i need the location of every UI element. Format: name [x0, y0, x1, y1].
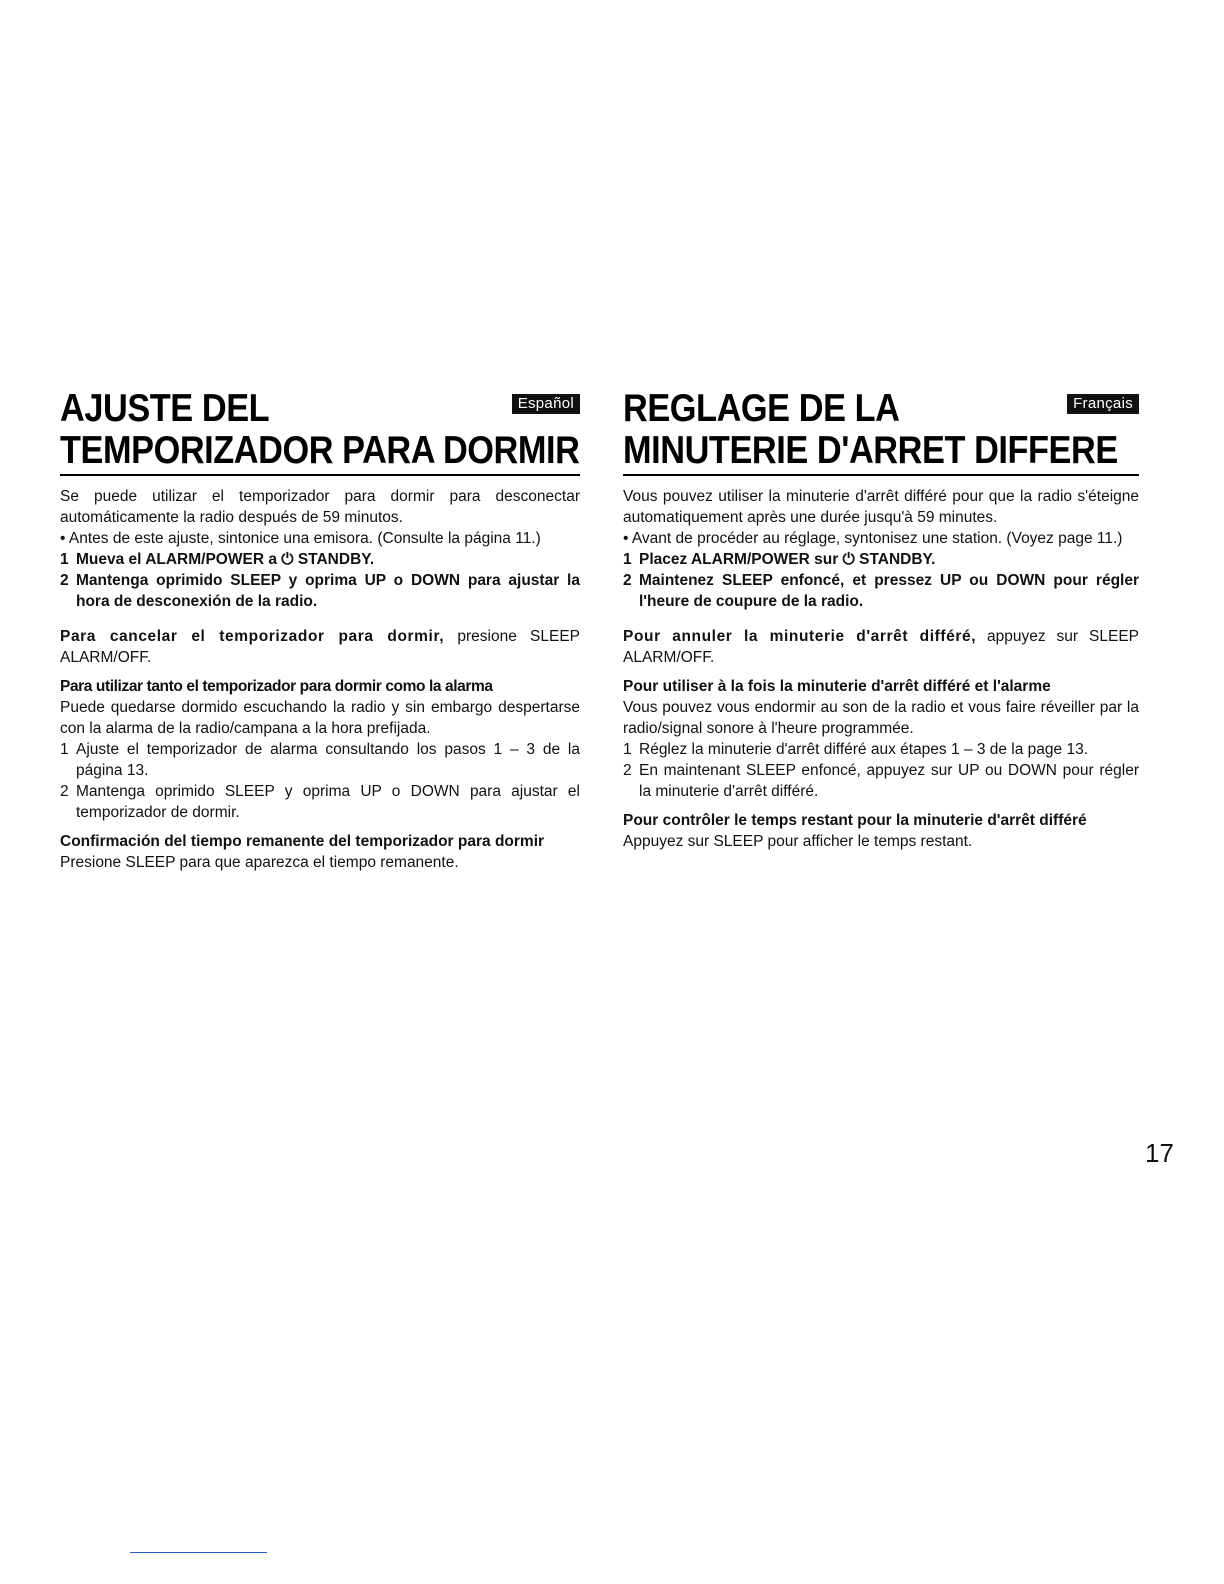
intro-paragraph: Se puede utilizar el temporizador para dormir para desconectar automáticamente la radio después de 59 minutos. — [60, 488, 580, 526]
french-title-line1: REGLAGE DE LA — [623, 387, 900, 430]
step-text: Mantenga oprimido SLEEP y oprima UP o DOWN para ajustar el temporizador de dormir. — [76, 783, 580, 821]
cancel-paragraph — [623, 626, 1139, 668]
language-badge-french: Français — [1067, 394, 1139, 414]
step-item — [60, 781, 580, 823]
french-title-block — [623, 388, 1139, 472]
step-item — [623, 570, 1139, 612]
step-number: 1 — [623, 551, 632, 568]
spanish-section — [60, 388, 580, 873]
confirm-heading: Pour contrôler le temps restant pour la minuterie d'arrêt différé — [623, 812, 1087, 829]
step-text: Placez ALARM/POWER sur ⏻ STANDBY. — [639, 551, 936, 568]
confirm-paragraph: Presione SLEEP para que aparezca el tiempo remanente. — [60, 854, 459, 871]
step-text: Réglez la minuterie d'arrêt différé aux étapes 1 – 3 de la page 13. — [639, 741, 1089, 758]
cancel-text: appuyez sur SLEEP ALARM/OFF. — [623, 628, 1139, 666]
step-text: En maintenant SLEEP enfoncé, appuyez sur UP ou DOWN pour régler la minuterie d'arrêt différé. — [639, 762, 1139, 800]
spanish-title-line1: AJUSTE DEL — [60, 387, 270, 430]
both-heading: Para utilizar tanto el temporizador para dormir como la alarma — [60, 678, 493, 695]
cancel-paragraph — [60, 626, 580, 668]
step-item — [623, 739, 1139, 760]
step-number: 2 — [60, 783, 69, 800]
step-number: 1 — [623, 741, 632, 758]
cancel-lead: Pour annuler la minuterie d'arrêt différé, — [623, 628, 977, 645]
step-item — [623, 549, 1139, 570]
confirm-paragraph: Appuyez sur SLEEP pour afficher le temps restant. — [623, 833, 973, 850]
step-number: 2 — [623, 762, 632, 779]
intro-paragraph: Vous pouvez utiliser la minuterie d'arrêt différé pour que la radio s'éteigne automatiquement après une durée jusqu'à 59 minutes. — [623, 488, 1139, 526]
step-item — [623, 760, 1139, 802]
step-item — [60, 739, 580, 781]
language-badge-spanish: Español — [512, 394, 580, 414]
both-paragraph: Vous pouvez vous endormir au son de la radio et vous faire réveiller par la radio/signal sonore à l'heure programmée. — [623, 699, 1139, 737]
step-number: 1 — [60, 741, 69, 758]
bullet-note: • Avant de procéder au réglage, syntonisez une station. (Voyez page 11.) — [623, 530, 1123, 547]
step-item — [60, 570, 580, 612]
bullet-note: • Antes de este ajuste, sintonice una emisora. (Consulte la página 11.) — [60, 530, 541, 547]
step-item — [60, 549, 580, 570]
step-text: Mantenga oprimido SLEEP y oprima UP o DOWN para ajustar la hora de desconexión de la radio. — [76, 572, 580, 610]
french-section — [623, 388, 1139, 852]
step-number: 2 — [623, 572, 632, 589]
footer-divider — [130, 1552, 267, 1553]
step-number: 2 — [60, 572, 69, 589]
confirm-heading: Confirmación del tiempo remanente del temporizador para dormir — [60, 833, 545, 850]
step-text: Ajuste el temporizador de alarma consultando los pasos 1 – 3 de la página 13. — [76, 741, 580, 779]
step-text: Maintenez SLEEP enfoncé, et pressez UP ou DOWN pour régler l'heure de coupure de la radio. — [639, 572, 1139, 610]
step-text: Mueva el ALARM/POWER a ⏻ STANDBY. — [76, 551, 375, 568]
page-number: 17 — [1145, 1138, 1174, 1168]
cancel-text: presione SLEEP ALARM/OFF. — [60, 628, 581, 666]
step-number: 1 — [60, 551, 69, 568]
french-title-line2: MINUTERIE D'ARRET DIFFERE — [623, 429, 1118, 472]
spanish-title-block — [60, 388, 580, 472]
both-heading: Pour utiliser à la fois la minuterie d'arrêt différé et l'alarme — [623, 678, 1051, 695]
cancel-lead: Para cancelar el temporizador para dormir, — [60, 628, 445, 645]
spanish-title-line2: TEMPORIZADOR PARA DORMIR — [60, 429, 580, 472]
both-paragraph: Puede quedarse dormido escuchando la radio y sin embargo despertarse con la alarma de la radio/campana a la hora prefijada. — [60, 699, 580, 737]
